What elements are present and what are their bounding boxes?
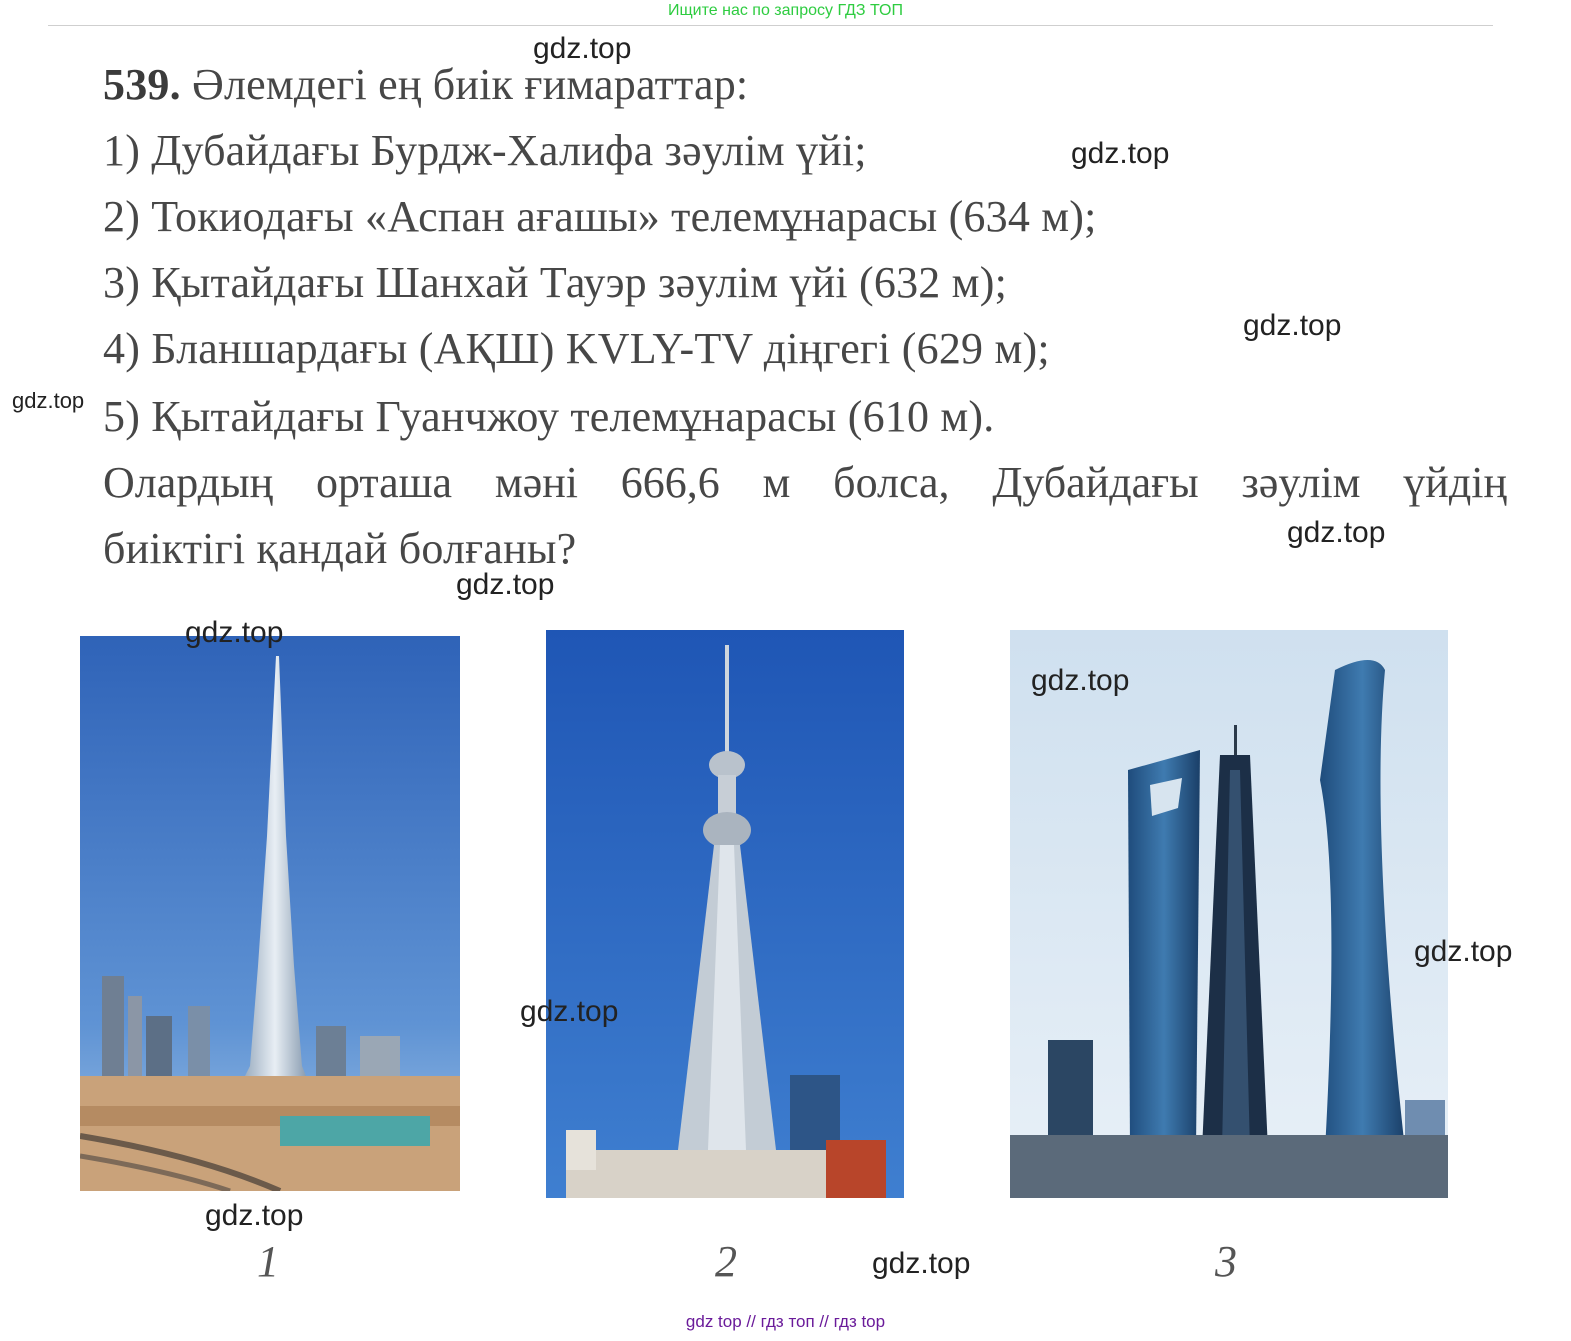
watermark: gdz.top [520, 995, 619, 1028]
watermark: gdz.top [533, 32, 632, 65]
list-item: 3) Қытайдағы Шанхай Тауэр зәулім үйі (632 м); [103, 258, 1007, 307]
watermark: gdz.top [1287, 516, 1386, 549]
watermark: gdz.top [12, 388, 85, 413]
shanghai-tower-photo [1010, 630, 1448, 1198]
list-item: 4) Бланшардағы (АҚШ) KVLY-TV діңгегі (629 м); [103, 324, 1050, 373]
problem-number: 539. [103, 60, 181, 109]
figure-caption: 2 [715, 1237, 737, 1286]
watermark: gdz.top [1031, 664, 1130, 697]
footer-links[interactable]: gdz top // гдз топ // гдз top [685, 1312, 886, 1331]
list-item: 2) Токиодағы «Аспан ағашы» телемұнарасы (634 м); [103, 192, 1097, 241]
list-item: 1) Дубайдағы Бурдж-Халифа зәулім үйі; [103, 126, 867, 175]
watermark: gdz.top [456, 568, 555, 601]
question-line: биіктігі қандай болғаны? [103, 524, 577, 573]
top-banner[interactable]: Ищите нас по запросу ГДЗ ТОП [668, 2, 903, 19]
list-item: 5) Қытайдағы Гуанчжоу телемұнарасы (610 м). [103, 392, 995, 441]
burj-khalifa-photo [80, 636, 460, 1191]
watermark: gdz.top [872, 1247, 971, 1280]
problem-title: Әлемдегі ең биік ғимараттар: [192, 60, 749, 109]
watermark: gdz.top [205, 1199, 304, 1232]
figure-caption: 1 [257, 1237, 279, 1286]
watermark: gdz.top [185, 616, 284, 649]
tokyo-skytree-photo [546, 630, 904, 1198]
problem-heading [103, 60, 748, 110]
watermark: gdz.top [1071, 137, 1170, 170]
watermark: gdz.top [1243, 309, 1342, 342]
watermark: gdz.top [1414, 935, 1513, 968]
question-line: Олардың орташа мәні 666,6 м болса, Дубайдағы зәулім үйдің [103, 458, 1507, 507]
divider [48, 25, 1493, 26]
figure-caption: 3 [1215, 1237, 1237, 1286]
